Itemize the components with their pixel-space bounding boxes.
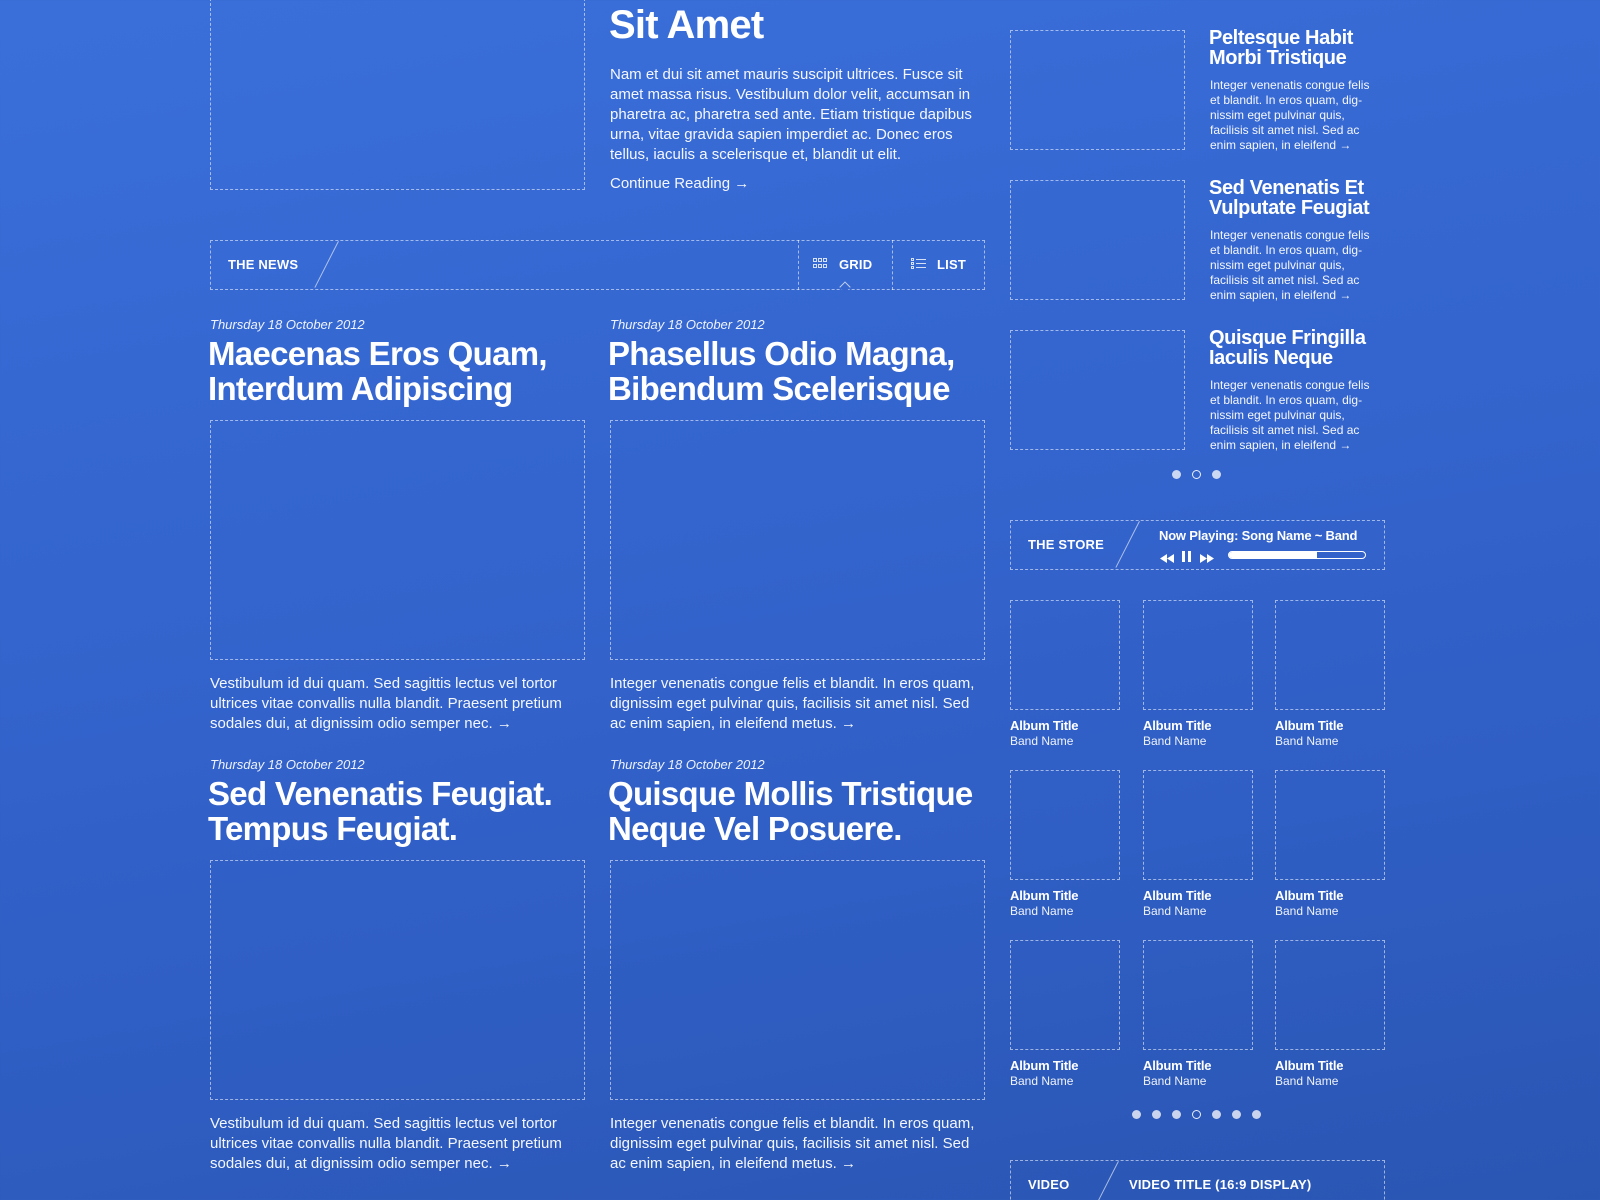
album-title: Album Title [1275, 1058, 1344, 1073]
post-excerpt: Vestibulum id dui quam. Sed sagittis lectus vel tortor ultrices vitae convallis nulla blandit. Praesent pretium sodales dui, at dignissim odio semper nec. → [210, 1115, 562, 1172]
featured-excerpt-line: et blandit. In eros quam, dig- [1210, 243, 1363, 257]
album-cover-placeholder [1275, 770, 1385, 880]
post-excerpt: Integer venenatis congue felis et blandit. In eros quam, dignissim eget pulvinar quis, facilisis sit amet nisl. Sed ac enim sapien, in eleifend metus. → [610, 1115, 975, 1172]
album-title: Album Title [1275, 718, 1344, 733]
active-view-indicator [839, 281, 850, 292]
post-date: Thursday 18 October 2012 [210, 757, 365, 772]
store-bar-divider [1115, 521, 1139, 568]
album-title: Album Title [1010, 1058, 1079, 1073]
featured-title[interactable] [1209, 328, 1366, 368]
featured-excerpt-line: facilisis sit amet nisl. Sed ac [1210, 273, 1360, 287]
post-image-placeholder[interactable] [610, 860, 985, 1100]
album-title: Album Title [1010, 888, 1079, 903]
album-cover-placeholder [1143, 940, 1253, 1050]
video-bar-divider [1094, 1161, 1118, 1200]
pager-dot[interactable] [1172, 1110, 1181, 1119]
post-excerpt: Vestibulum id dui quam. Sed sagittis lectus vel tortor ultrices vitae convallis nulla blandit. Praesent pretium sodales dui, at dignissim odio semper nec. → [210, 675, 562, 732]
post-title-line: Phasellus Odio Magna, [608, 335, 955, 372]
video-title[interactable]: VIDEO TITLE (16:9 DISPLAY) [1129, 1177, 1312, 1192]
featured-excerpt-line: et blandit. In eros quam, dig- [1210, 393, 1363, 407]
playback-progress-fill [1229, 552, 1317, 558]
pager-dot[interactable] [1152, 1110, 1161, 1119]
post-title-line: Interdum Adipiscing [208, 370, 513, 407]
featured-excerpt-line: Integer venenatis congue felis [1210, 78, 1370, 92]
album-card[interactable] [1143, 940, 1253, 1088]
featured-excerpt-line: enim sapien, in eleifend → [1210, 438, 1352, 452]
pager-dot[interactable] [1212, 1110, 1221, 1119]
pager-dot[interactable] [1212, 470, 1221, 479]
post-image-placeholder[interactable] [210, 860, 585, 1100]
featured-title-line: Peltesque Habit [1209, 27, 1354, 49]
featured-excerpt-line: facilisis sit amet nisl. Sed ac [1210, 123, 1360, 137]
album-band-name: Band Name [1143, 734, 1207, 748]
pager-dot[interactable] [1232, 1110, 1241, 1119]
album-title: Album Title [1275, 888, 1344, 903]
featured-image-placeholder[interactable] [1010, 330, 1185, 450]
album-band-name: Band Name [1143, 904, 1207, 918]
featured-excerpt-line: Integer venenatis congue felis [1210, 378, 1370, 392]
album-title: Album Title [1010, 718, 1079, 733]
post-image-placeholder[interactable] [610, 420, 985, 660]
featured-excerpt-line: nissim eget pulvinar quis, [1210, 408, 1345, 422]
list-view-button[interactable] [892, 240, 985, 290]
album-band-name: Band Name [1275, 734, 1339, 748]
featured-excerpt-line: enim sapien, in eleifend → [1210, 288, 1352, 302]
pager-dot[interactable] [1172, 470, 1181, 479]
playback-progress-bar[interactable] [1228, 551, 1366, 559]
fast-forward-icon[interactable] [1200, 550, 1214, 568]
grid-label: GRID [839, 257, 873, 272]
post-title[interactable] [208, 776, 552, 846]
album-cover-placeholder [1143, 770, 1253, 880]
album-card[interactable] [1143, 600, 1253, 748]
album-card[interactable] [1010, 940, 1120, 1088]
pager-dot[interactable] [1192, 470, 1201, 479]
featured-pager [1172, 470, 1232, 482]
featured-excerpt-line: et blandit. In eros quam, dig- [1210, 93, 1363, 107]
post-title[interactable] [208, 336, 547, 406]
pager-dot[interactable] [1252, 1110, 1261, 1119]
featured-excerpt [1210, 228, 1390, 303]
store-pager [1132, 1110, 1272, 1122]
featured-title-line: Sed Venenatis Et [1209, 177, 1364, 199]
video-toolbar [1010, 1160, 1385, 1200]
featured-title-line: Vulputate Feugiat [1209, 197, 1370, 219]
hero-title: Sit Amet [609, 3, 764, 47]
album-cover-placeholder [1275, 940, 1385, 1050]
album-card[interactable] [1010, 770, 1120, 918]
featured-title-line: Quisque Fringilla [1209, 327, 1366, 349]
store-bar-label: THE STORE [1028, 537, 1104, 552]
album-band-name: Band Name [1275, 1074, 1339, 1088]
album-card[interactable] [1275, 940, 1385, 1088]
post-date: Thursday 18 October 2012 [610, 757, 765, 772]
pager-dot[interactable] [1132, 1110, 1141, 1119]
album-band-name: Band Name [1143, 1074, 1207, 1088]
post-title[interactable] [608, 776, 973, 846]
album-cover-placeholder [1010, 600, 1120, 710]
post-title-line: Neque Vel Posuere. [608, 810, 902, 847]
album-card[interactable] [1143, 770, 1253, 918]
album-cover-placeholder [1010, 940, 1120, 1050]
featured-excerpt-line: nissim eget pulvinar quis, [1210, 108, 1345, 122]
post-date: Thursday 18 October 2012 [210, 317, 365, 332]
featured-image-placeholder[interactable] [1010, 30, 1185, 150]
news-bar-label: THE NEWS [228, 257, 299, 272]
album-cover-placeholder [1010, 770, 1120, 880]
album-band-name: Band Name [1275, 904, 1339, 918]
video-bar-label: VIDEO [1028, 1177, 1070, 1192]
continue-reading-link[interactable]: Continue Reading → [610, 175, 750, 192]
album-card[interactable] [1275, 770, 1385, 918]
album-cover-placeholder [1143, 600, 1253, 710]
album-band-name: Band Name [1010, 904, 1074, 918]
featured-excerpt-line: Integer venenatis congue felis [1210, 228, 1370, 242]
album-card[interactable] [1010, 600, 1120, 748]
album-title: Album Title [1143, 888, 1212, 903]
album-cover-placeholder [1275, 600, 1385, 710]
featured-title[interactable] [1209, 178, 1369, 218]
post-title-line: Bibendum Scelerisque [608, 370, 950, 407]
post-image-placeholder[interactable] [210, 420, 585, 660]
post-title-line: Quisque Mollis Tristique [608, 775, 973, 812]
featured-title-line: Morbi Tristique [1209, 47, 1347, 69]
hero-image-placeholder [210, 0, 585, 190]
album-title: Album Title [1143, 718, 1212, 733]
post-title[interactable] [608, 336, 955, 406]
rewind-icon[interactable] [1160, 550, 1174, 568]
pause-icon[interactable] [1182, 549, 1191, 567]
album-band-name: Band Name [1010, 734, 1074, 748]
featured-excerpt-line: enim sapien, in eleifend → [1210, 138, 1352, 152]
featured-title-line: Iaculis Neque [1209, 347, 1333, 369]
now-playing-text: Now Playing: Song Name ~ Band [1159, 528, 1358, 543]
featured-excerpt-line: nissim eget pulvinar quis, [1210, 258, 1345, 272]
list-icon [911, 257, 927, 275]
news-bar-divider [314, 241, 338, 288]
featured-excerpt [1210, 78, 1390, 153]
featured-title[interactable] [1209, 28, 1353, 68]
grid-view-button[interactable] [798, 240, 892, 290]
album-band-name: Band Name [1010, 1074, 1074, 1088]
news-toolbar [210, 240, 985, 290]
hero-excerpt: Nam et dui sit amet mauris suscipit ultrices. Fusce sit amet massa risus. Vestibulum dolor velit, accumsan in pharetra ac, pharetra sed ante. Etiam tristique dapibus urna, vitae gravida sapien imperdiet ac. Donec eros tellus, iaculis a scelerisque et, blandit ut elit. [610, 66, 972, 163]
list-label: LIST [937, 257, 966, 272]
post-title-line: Maecenas Eros Quam, [208, 335, 547, 372]
post-title-line: Sed Venenatis Feugiat. [208, 775, 553, 812]
featured-excerpt-line: facilisis sit amet nisl. Sed ac [1210, 423, 1360, 437]
album-card[interactable] [1275, 600, 1385, 748]
pager-dot[interactable] [1192, 1110, 1201, 1119]
post-excerpt: Integer venenatis congue felis et blandit. In eros quam, dignissim eget pulvinar quis, facilisis sit amet nisl. Sed ac enim sapien, in eleifend metus. → [610, 675, 975, 732]
album-title: Album Title [1143, 1058, 1212, 1073]
post-date: Thursday 18 October 2012 [610, 317, 765, 332]
post-title-line: Tempus Feugiat. [208, 810, 458, 847]
grid-icon [813, 257, 827, 275]
featured-excerpt [1210, 378, 1390, 453]
store-toolbar [1010, 520, 1385, 570]
featured-image-placeholder[interactable] [1010, 180, 1185, 300]
